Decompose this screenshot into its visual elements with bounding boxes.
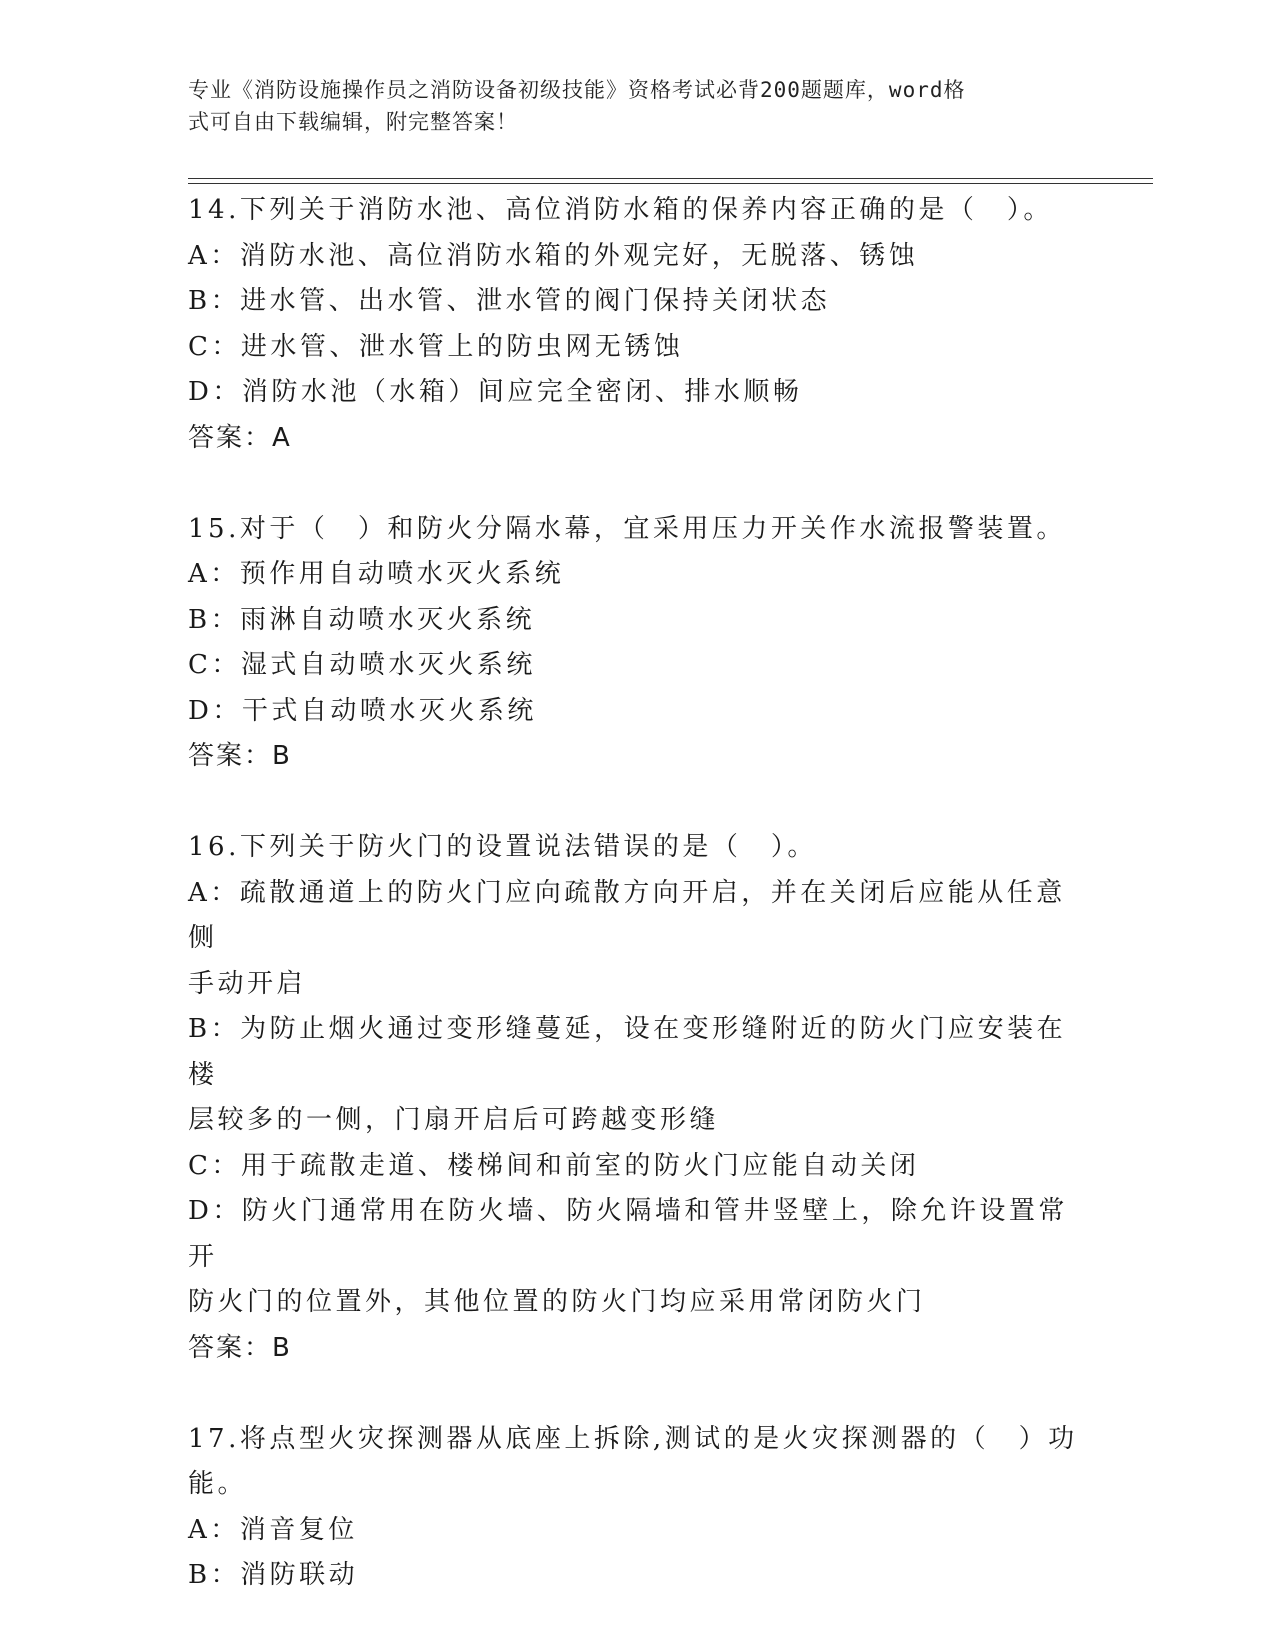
option-d: D：消防水池（水箱）间应完全密闭、排水顺畅 (188, 377, 803, 407)
option-a: A：消音复位 (188, 1514, 358, 1545)
option-c: C：进水管、泄水管上的防虫网无锈蚀 (188, 331, 684, 362)
header-line-1: 专业《消防设施操作员之消防设备初级技能》资格考试必背200题题库，word格 (188, 78, 966, 102)
question-list (188, 188, 1078, 1599)
question-stem: 17.将点型火灾探测器从底座上拆除,测试的是火灾探测器的（ ）功 (188, 1423, 1078, 1454)
header-divider-top (188, 178, 1153, 179)
option-d-continued: 防火门的位置外，其他位置的防火门均应采用常闭防火门 (188, 1287, 926, 1317)
option-c: C：用于疏散走道、楼梯间和前室的防火门应能自动关闭 (188, 1150, 920, 1181)
option-b: B：进水管、出水管、泄水管的阀门保持关闭状态 (188, 286, 831, 316)
question-stem-continued: 能。 (188, 1469, 248, 1499)
question-14 (188, 188, 1078, 461)
question-16 (188, 825, 1078, 1371)
option-c: C：湿式自动喷水灭火系统 (188, 650, 536, 680)
option-b-continued: 层较多的一侧，门扇开启后可跨越变形缝 (188, 1105, 720, 1135)
question-17 (188, 1417, 1078, 1599)
question-stem: 15.对于（ ）和防火分隔水幕，宜采用压力开关作水流报警装置。 (188, 513, 1066, 544)
header-line-2: 式可自由下载编辑，附完整答案！ (188, 110, 518, 134)
option-a: A：预作用自动喷水灭火系统 (188, 559, 565, 589)
answer-label: 答案：B (188, 741, 292, 771)
option-d: D：干式自动喷水灭火系统 (188, 695, 537, 726)
question-15 (188, 507, 1078, 780)
document-header (188, 74, 1088, 138)
option-b: B：雨淋自动喷水灭火系统 (188, 604, 536, 635)
option-a: A：疏散通道上的防火门应向疏散方向开启，并在关闭后应能从任意侧 (188, 877, 1066, 953)
answer-label: 答案：A (188, 422, 292, 453)
option-d: D：防火门通常用在防火墙、防火隔墙和管井竖壁上，除允许设置常开 (188, 1196, 1068, 1272)
header-divider-bottom (188, 183, 1153, 184)
option-a-continued: 手动开启 (188, 968, 307, 999)
option-a: A：消防水池、高位消防水箱的外观完好，无脱落、锈蚀 (188, 240, 919, 271)
option-b: B：消防联动 (188, 1560, 359, 1590)
question-stem: 16.下列关于防火门的设置说法错误的是（ ）。 (188, 832, 817, 862)
question-stem: 14.下列关于消防水池、高位消防水箱的保养内容正确的是（ ）。 (188, 195, 1053, 225)
answer-label: 答案：B (188, 1332, 292, 1363)
option-b: B：为防止烟火通过变形缝蔓延，设在变形缝附近的防火门应安装在楼 (188, 1014, 1067, 1090)
